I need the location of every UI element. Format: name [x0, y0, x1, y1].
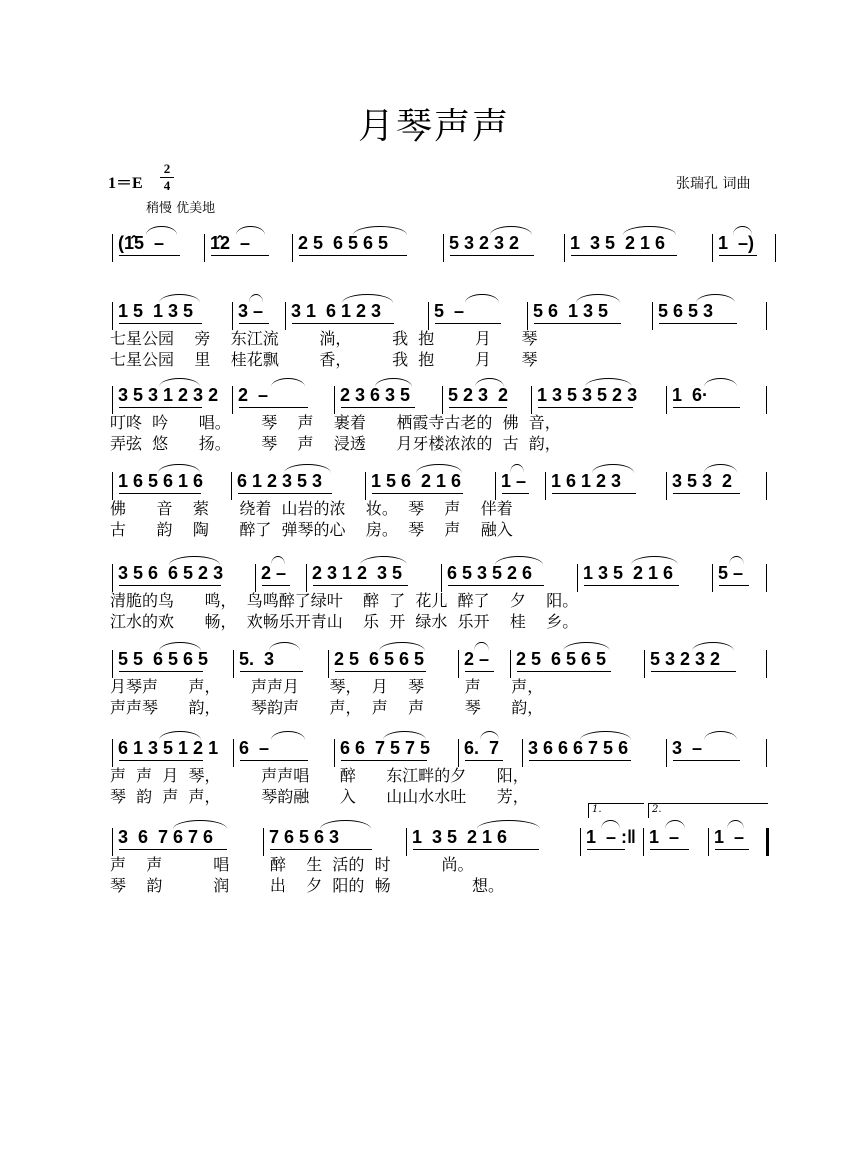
beam-line — [673, 493, 740, 494]
measure-notes: (1̂5 – — [118, 233, 165, 253]
beam-line — [119, 407, 202, 408]
slur-mark — [271, 556, 285, 565]
measure-notes: 5 2 3 2 — [448, 385, 509, 405]
beam-line — [435, 323, 501, 324]
measure-notes: 3 5 6 6 5 2 3 — [118, 563, 224, 583]
beam-line — [587, 849, 625, 850]
measure-notes: 2 3 1 2 3 5 — [312, 563, 403, 583]
measure-notes: 1 6 5 6 1 6 — [118, 471, 204, 491]
measure-notes: 1̂2 – — [210, 233, 251, 253]
beam-line — [211, 255, 269, 256]
lyric-line: 弄弦 悠 扬。 琴 声 浸透 月牙楼浓浓的 古 韵， — [110, 434, 561, 453]
bar-line — [775, 234, 776, 262]
beam-line — [341, 407, 415, 408]
measure-notes: 3 6 7 6 7 6 — [118, 827, 214, 847]
slur-mark — [173, 820, 227, 829]
beam-line — [341, 760, 427, 761]
measure-notes: 3 – — [672, 738, 703, 758]
beam-line — [719, 585, 749, 586]
bar-line — [766, 386, 767, 414]
measure-notes: 5 – — [434, 301, 465, 321]
slur-mark — [284, 464, 331, 473]
measure-notes: 2 3 6 3 5 — [340, 385, 411, 405]
measure-notes: 1 5 1 3 5 — [118, 301, 194, 321]
slur-mark — [269, 642, 301, 651]
time-signature — [160, 162, 174, 193]
bar-line — [545, 472, 546, 500]
measure-notes: 7 6 5 6 3 — [269, 827, 340, 847]
bar-line — [112, 234, 113, 262]
slur-mark — [692, 642, 734, 651]
slur-mark — [704, 731, 738, 740]
tempo-marking: 稍慢 优美地 — [146, 201, 216, 216]
beam-line — [465, 760, 503, 761]
measure-notes: 6 5 3 5 2 6 — [447, 563, 533, 583]
lyric-line: 声声琴 韵， 琴韵声 声， 声 声 琴 韵， — [110, 698, 544, 717]
measure-notes: 3 1 6 1 2 3 — [291, 301, 382, 321]
beam-line — [651, 671, 736, 672]
beam-line — [650, 849, 689, 850]
lyric-line: 月琴声 声， 声声月 琴， 月 琴 声 声， — [110, 677, 544, 696]
measure-notes: 6 1 2 3 5 3 — [237, 471, 323, 491]
slur-mark — [592, 464, 634, 473]
bar-line — [708, 828, 709, 856]
bar-line — [666, 386, 667, 414]
bar-line — [644, 650, 645, 678]
bar-line — [580, 828, 581, 856]
bar-line — [766, 739, 767, 767]
bar-line — [766, 828, 769, 856]
beam-line — [719, 255, 757, 256]
measure-notes: 5 5 6 5 6 5 — [118, 649, 209, 669]
lyric-line: 佛 音 萦 绕着 山岩的浓 妆。 琴 声 伴着 — [110, 499, 513, 518]
beam-line — [119, 585, 221, 586]
beam-line — [119, 493, 201, 494]
beam-line — [238, 493, 332, 494]
measure-notes: 1 – — [714, 827, 745, 847]
measure-notes: 3 5 3 2 — [672, 471, 733, 491]
key-signature: 1＝E — [108, 175, 143, 192]
volta-first-ending: 1. — [588, 803, 644, 818]
beam-line — [673, 407, 740, 408]
slur-mark — [727, 820, 744, 829]
beam-line — [335, 671, 426, 672]
beam-line — [538, 407, 633, 408]
lyric-line: 七星公园 里 桂花飘 香， 我 抱 月 琴 — [110, 350, 538, 369]
measure-notes: 1 6· — [672, 385, 709, 405]
measure-notes: 1 3 5 2 1 6 — [570, 233, 666, 253]
slur-mark — [495, 556, 543, 565]
slur-mark — [576, 294, 620, 303]
measure-notes: 1 6 1 2 3 — [551, 471, 622, 491]
score-row — [0, 466, 868, 496]
measure-notes: 5 6 5 3 — [658, 301, 714, 321]
measure-notes: 3 – — [238, 301, 264, 321]
slur-mark — [480, 731, 499, 740]
measure-notes: 1 3 5 2 1 6 — [583, 563, 674, 583]
beam-line — [449, 407, 507, 408]
lyric-line: 清脆的鸟 鸣， 鸟鸣醉了绿叶 醉 了 花儿 醉了 夕 阳。 — [110, 591, 579, 610]
bar-line — [204, 234, 205, 262]
score-row — [0, 558, 868, 588]
slur-mark — [342, 294, 393, 303]
measure-notes: 5 3 2 3 2 — [449, 233, 520, 253]
slur-mark — [271, 378, 305, 387]
bar-line — [712, 564, 713, 592]
lyric-line: 声 声 唱 醉 生 活的 时 尚。 — [110, 855, 474, 874]
beam-line — [240, 760, 308, 761]
measure-notes: 2 – — [261, 563, 287, 583]
beam-line — [239, 323, 269, 324]
bar-line — [766, 302, 767, 330]
measure-notes: 6 – — [239, 738, 270, 758]
slur-mark — [704, 378, 738, 387]
measure-notes: 5 6 1 3 5 — [533, 301, 609, 321]
slur-mark — [146, 226, 176, 235]
slur-mark — [665, 820, 685, 829]
measure-notes: 1 – — [649, 827, 680, 847]
beam-line — [571, 255, 677, 256]
beam-line — [584, 585, 679, 586]
slur-mark — [159, 294, 201, 303]
slur-mark — [623, 226, 676, 235]
beam-line — [448, 585, 544, 586]
lyric-line: 叮咚 吟 唱。 琴 声 裹着 栖霞寺古老的 佛 音， — [110, 413, 561, 432]
measure-notes: 2 – — [464, 649, 490, 669]
beam-line — [659, 323, 737, 324]
slur-mark — [236, 226, 265, 235]
beam-line — [450, 255, 534, 256]
slur-mark — [704, 464, 738, 473]
measure-notes: 2 5 6 5 6 5 — [334, 649, 425, 669]
measure-notes: 1 –) — [718, 233, 755, 253]
score-row — [0, 296, 868, 326]
beam-line — [262, 585, 290, 586]
beam-line — [119, 760, 203, 761]
beam-line — [119, 255, 180, 256]
beam-line — [299, 255, 407, 256]
measure-notes: 1 3 5 3 5 2 3 — [537, 385, 638, 405]
lyric-line: 琴 韵 润 出 夕 阳的 畅 想。 — [110, 876, 504, 895]
slur-mark — [465, 294, 498, 303]
score-row — [0, 822, 868, 852]
beam-line — [465, 671, 494, 672]
measure-notes: 5 3 2 3 2 — [650, 649, 721, 669]
measure-notes: 5 – — [718, 563, 744, 583]
measure-notes: 1 – — [501, 471, 527, 491]
measure-notes: 6 6 7 5 7 5 — [340, 738, 431, 758]
beam-line — [502, 493, 529, 494]
measure-notes: 6. 7 — [464, 738, 500, 758]
measure-notes: 1 – :‖ — [586, 827, 636, 847]
beam-line — [240, 671, 303, 672]
slur-mark — [474, 642, 488, 651]
measure-notes: 2 5 6 5 6 5 — [516, 649, 607, 669]
bar-line — [564, 234, 565, 262]
beam-line — [270, 849, 372, 850]
lyric-line: 江水的欢 畅， 欢畅乐开青山 乐 开 绿水 乐开 桂 乡。 — [110, 612, 579, 631]
bar-line — [766, 564, 767, 592]
beam-line — [119, 849, 227, 850]
measure-notes: 3 6 6 6 7 5 6 — [528, 738, 629, 758]
composer-credit: 张瑞孔 词曲 — [676, 176, 751, 192]
score-row — [0, 380, 868, 410]
beam-line — [552, 493, 636, 494]
slur-mark — [271, 731, 305, 740]
lyric-line: 古 韵 陶 醉了 弹琴的心 房。 琴 声 融入 — [110, 520, 513, 539]
beam-line — [715, 849, 749, 850]
score-row — [0, 733, 868, 763]
measure-notes: 1 5 6 2 1 6 — [371, 471, 462, 491]
measure-notes: 5. 3 — [239, 649, 275, 669]
lyric-line: 琴 韵 声 声， 琴韵融 入 山山水水吐 芳， — [110, 787, 529, 806]
beam-line — [239, 407, 308, 408]
bar-line — [652, 302, 653, 330]
score-row — [0, 644, 868, 674]
bar-line — [643, 828, 644, 856]
meter-top: 2 — [163, 161, 171, 176]
slur-mark — [320, 820, 371, 829]
bar-line — [666, 739, 667, 767]
bar-line — [666, 472, 667, 500]
measure-notes: 6 1 3 5 1 2 1 — [118, 738, 219, 758]
bar-line — [292, 234, 293, 262]
beam-line — [517, 671, 611, 672]
beam-line — [413, 849, 539, 850]
bar-line — [766, 472, 767, 500]
beam-line — [313, 585, 408, 586]
volta-second-ending: 2. — [648, 803, 768, 818]
beam-line — [119, 671, 203, 672]
slur-mark — [490, 226, 532, 235]
slur-mark — [477, 820, 540, 829]
beam-line — [529, 760, 631, 761]
beam-line — [673, 760, 740, 761]
bar-line — [712, 234, 713, 262]
meter-bottom: 4 — [163, 178, 171, 193]
lyric-line: 声 声 月 琴， 声声唱 醉 东江畔的夕 阳， — [110, 766, 529, 785]
slur-mark — [353, 226, 407, 235]
beam-line — [372, 493, 463, 494]
slur-mark — [696, 294, 735, 303]
measure-notes: 2 5 6 5 6 5 — [298, 233, 389, 253]
lyric-line: 七星公园 旁 东江流 淌， 我 抱 月 琴 — [110, 329, 538, 348]
beam-line — [292, 323, 394, 324]
score-row — [0, 228, 868, 258]
song-title: 月琴声声 — [357, 106, 510, 147]
bar-line — [443, 234, 444, 262]
measure-notes: 1 3 5 2 1 6 — [412, 827, 508, 847]
measure-notes: 2 – — [238, 385, 269, 405]
beam-line — [119, 323, 202, 324]
beam-line — [534, 323, 621, 324]
measure-notes: 3 5 3 1 2 3 2 — [118, 385, 219, 405]
bar-line — [766, 650, 767, 678]
